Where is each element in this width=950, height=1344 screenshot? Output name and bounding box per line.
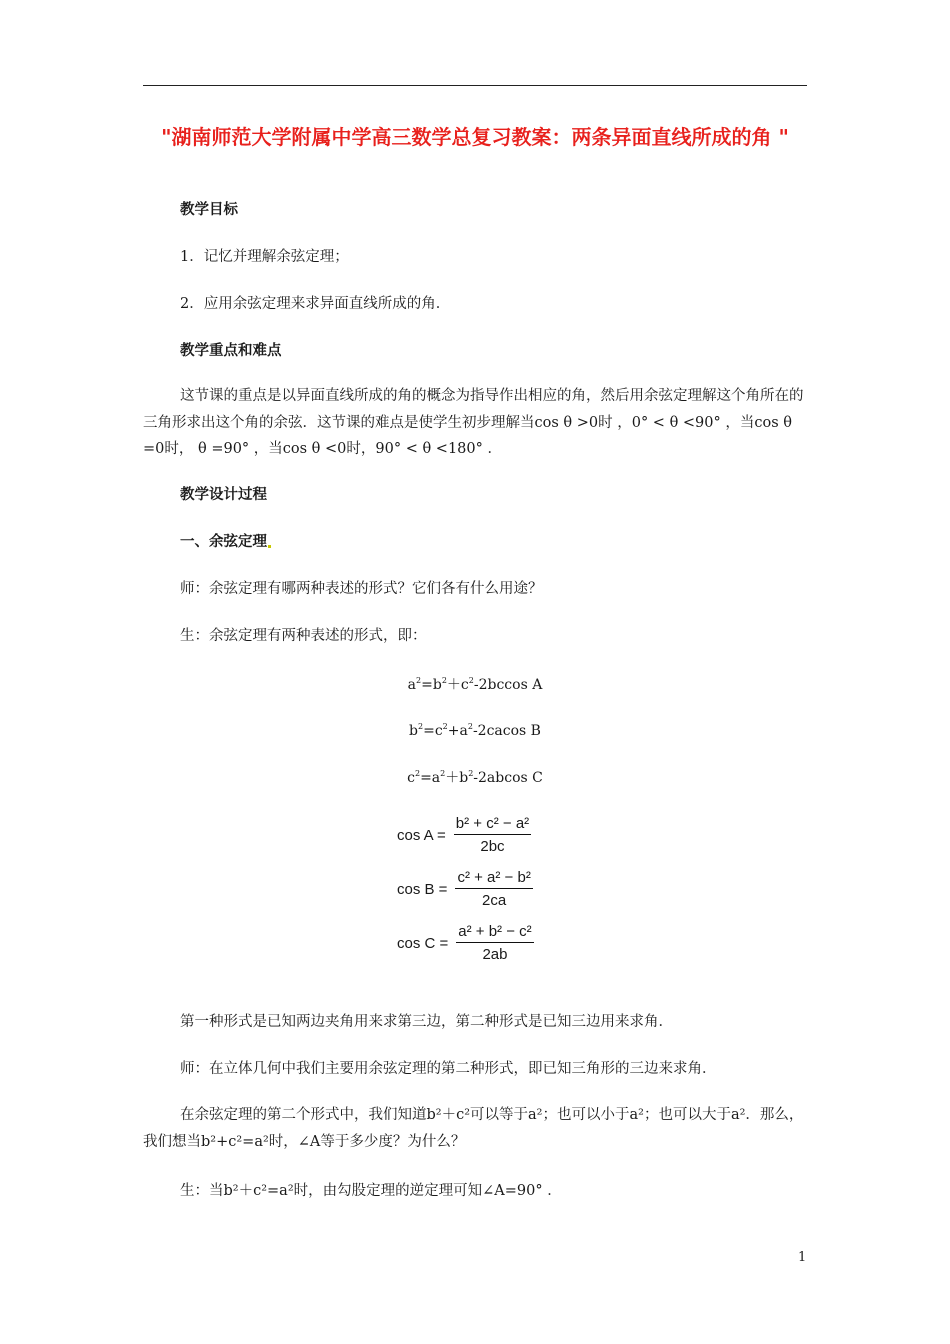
forms-paragraph: 第一种形式是已知两边夹角用来求第三边，第二种形式是已知三边用来求角． [180, 1014, 673, 1030]
fraction-cos-c: cos C = $\frac{\text{a² + b² − c²}}{2ab}$ [397, 923, 532, 963]
fraction-cos-a: cos A = $\frac{\text{b² + c² − a²}}{2bc}$ [397, 815, 530, 855]
page-number: 1 [798, 1250, 807, 1265]
key-points-paragraph: 这节课的重点是以异面直线所成的角的概念为指导作出相应的角，然后用余弦定理解这个角所在的三角形求出这个角的余弦．这节课的难点是使学生初步理解当cos θ >0时 ，0° < θ <90° ，当cos θ =0时， θ =90° ，当cos θ <0时，90° < θ <180° ． [143, 388, 804, 457]
page-title: "湖南师范大学附属中学高三数学总复习教案：两条异面直线所成的角 " [161, 125, 789, 149]
goal-2: 2．应用余弦定理来求异面直线所成的角． [180, 296, 451, 312]
student-answer-2: 生：当b²＋c²=a²时，由勾股定理的逆定理可知∠A=90° ． [180, 1183, 562, 1199]
fraction-cos-b: cos B = $\frac{\text{c² + a² − b²}}{2ca}$ [397, 869, 531, 909]
marker-dot [268, 545, 271, 548]
goal-1: 1．记忆并理解余弦定理； [180, 249, 349, 265]
equation-3: $c^2=a^2+b^2-2abcos$ C [407, 769, 543, 786]
section-1-heading-text: 一、余弦定理 [180, 534, 267, 550]
header-rule [143, 85, 807, 86]
section-1-heading [180, 528, 271, 556]
teacher-question-1: 师：余弦定理有哪两种表述的形式？它们各有什么用途？ [180, 581, 543, 597]
key-points-heading: 教学重点和难点 [180, 343, 282, 359]
student-answer-1: 生：余弦定理有两种表述的形式，即： [180, 628, 427, 644]
goals-heading: 教学目标 [180, 202, 238, 218]
equation-1: $a^2=b^2+c^2-2bccos$ A [407, 676, 543, 693]
design-heading: 教学设计过程 [180, 487, 267, 503]
question-paragraph: 在余弦定理的第二个形式中，我们知道b²＋c²可以等于a²；也可以小于a²；也可以大于a²．那么，我们想当b²+c²=a²时，∠A等于多少度？为什么？ [143, 1107, 804, 1150]
equation-2: $b^2=c^2+a^2-2cacos$ B [409, 722, 541, 739]
teacher-statement-2: 师：在立体几何中我们主要用余弦定理的第二种形式，即已知三角形的三边来求角． [180, 1061, 717, 1077]
